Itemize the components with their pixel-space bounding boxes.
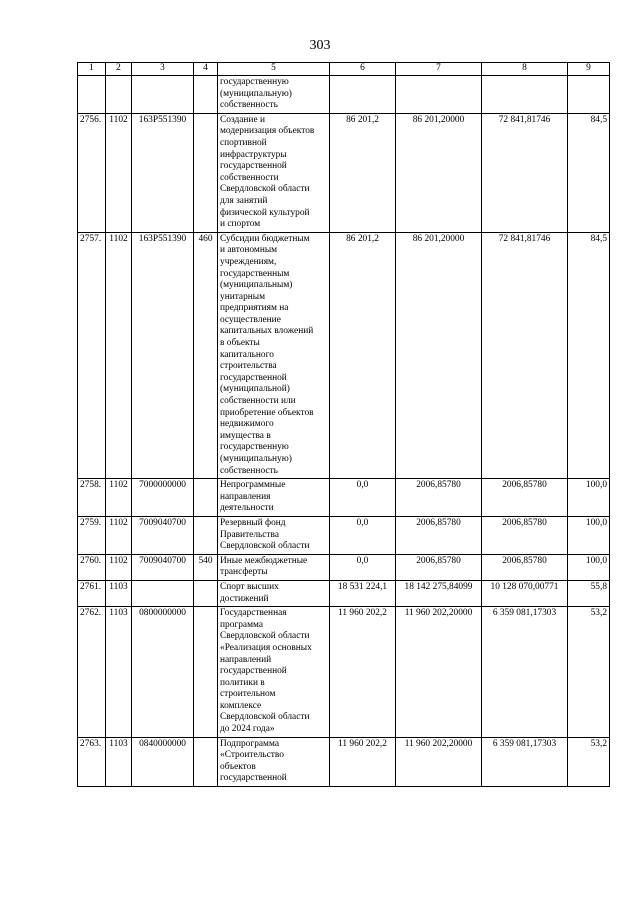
table-row (78, 479, 610, 517)
item-name-line: капитального (220, 349, 274, 360)
expense-type-code (194, 607, 218, 738)
item-name-line: приобретение объектов (220, 407, 314, 418)
executed-amount: 2006,85780 (482, 516, 568, 554)
expense-type-code: 540 (194, 554, 218, 580)
executed-amount: 72 841,81746 (482, 113, 568, 232)
column-header: 8 (482, 63, 568, 76)
table-row (78, 516, 610, 554)
refined-amount: 86 201,20000 (396, 232, 482, 478)
execution-percent (568, 76, 610, 114)
item-name-line: Создание и (220, 114, 265, 125)
row-number: 2761. (78, 580, 106, 606)
item-name-line: строительства (220, 361, 277, 372)
item-name-line: имущества в (220, 430, 271, 441)
item-name-line: государственным (220, 268, 290, 279)
item-name-line: Резервный фонд (220, 517, 286, 528)
item-name-line: Свердловской области (220, 631, 310, 642)
expense-type-code (194, 113, 218, 232)
column-header: 5 (218, 63, 330, 76)
item-name-line: Иные межбюджетные (220, 555, 308, 566)
table-row (78, 554, 610, 580)
target-article-code (132, 580, 194, 606)
execution-percent: 100,0 (568, 479, 610, 517)
expense-type-code: 460 (194, 232, 218, 478)
refined-amount: 2006,85780 (396, 554, 482, 580)
item-name-line: направлений (220, 654, 272, 665)
item-name (218, 479, 330, 517)
item-name (218, 76, 330, 114)
refined-amount: 11 960 202,20000 (396, 737, 482, 786)
item-name-line: предприятиям на (220, 303, 289, 314)
item-name-line: трансферты (220, 567, 268, 578)
execution-percent: 53,2 (568, 607, 610, 738)
row-number: 2757. (78, 232, 106, 478)
row-number: 2762. (78, 607, 106, 738)
expense-type-code (194, 737, 218, 786)
table-header-row (78, 63, 610, 76)
item-name-line: Непрограммные (220, 480, 286, 491)
executed-amount: 72 841,81746 (482, 232, 568, 478)
item-name-line: достижений (220, 593, 269, 604)
approved-amount: 0,0 (330, 554, 396, 580)
item-name-line: и автономным (220, 245, 278, 256)
item-name-line: (муниципальным) (220, 280, 293, 291)
table-row (78, 76, 610, 114)
target-article-code: 7009040700 (132, 554, 194, 580)
execution-percent: 55,8 (568, 580, 610, 606)
item-name-line: государственной (220, 666, 287, 677)
item-name-line: унитарным (220, 291, 266, 302)
item-name-line: «Реализация основных (220, 642, 312, 653)
item-name-line: «Строительство (220, 750, 284, 761)
target-article-code: 163P551390 (132, 232, 194, 478)
column-header: 7 (396, 63, 482, 76)
expense-type-code (194, 479, 218, 517)
expense-type-code (194, 580, 218, 606)
section-code: 1103 (106, 607, 132, 738)
item-name-line: комплексе (220, 700, 262, 711)
item-name-line: программа (220, 619, 264, 630)
item-name-line: учреждениям, (220, 256, 277, 267)
item-name-line: недвижимого (220, 419, 274, 430)
item-name-line: собственности или (220, 396, 296, 407)
target-article-code (132, 76, 194, 114)
approved-amount: 0,0 (330, 479, 396, 517)
item-name-line: Спорт высших (220, 581, 279, 592)
section-code: 1103 (106, 580, 132, 606)
row-number: 2760. (78, 554, 106, 580)
item-name-line: Свердловской области (220, 184, 310, 195)
item-name-line: Подпрограмма (220, 738, 280, 749)
page-number: 303 (309, 38, 331, 53)
item-name (218, 113, 330, 232)
table-row (78, 580, 610, 606)
item-name-line: государственной (220, 161, 287, 172)
item-name-line: (муниципальную) (220, 454, 292, 464)
approved-amount: 86 201,2 (330, 113, 396, 232)
item-name-line: физической культурой (220, 207, 310, 218)
budget-table (77, 62, 610, 787)
column-header: 3 (132, 63, 194, 76)
execution-percent: 53,2 (568, 737, 610, 786)
column-header: 2 (106, 63, 132, 76)
item-name-line: (муниципальной) (220, 384, 290, 395)
item-name (218, 554, 330, 580)
item-name (218, 737, 330, 786)
item-name-line: Правительства (220, 529, 279, 540)
refined-amount: 86 201,20000 (396, 113, 482, 232)
table-row (78, 607, 610, 738)
refined-amount: 2006,85780 (396, 479, 482, 517)
section-code: 1102 (106, 554, 132, 580)
item-name-line: строительном (220, 689, 276, 700)
executed-amount: 6 359 081,17303 (482, 737, 568, 786)
item-name-line: инфраструктуры (220, 149, 287, 160)
approved-amount: 86 201,2 (330, 232, 396, 478)
item-name-line: осуществление (220, 314, 281, 325)
executed-amount: 10 128 070,00771 (482, 580, 568, 606)
target-article-code: 0800000000 (132, 607, 194, 738)
executed-amount (482, 76, 568, 114)
target-article-code: 0840000000 (132, 737, 194, 786)
item-name-line: собственность (220, 465, 278, 476)
row-number: 2756. (78, 113, 106, 232)
target-article-code: 7009040700 (132, 516, 194, 554)
approved-amount (330, 76, 396, 114)
executed-amount: 2006,85780 (482, 554, 568, 580)
table-row (78, 737, 610, 786)
expense-type-code (194, 516, 218, 554)
refined-amount: 11 960 202,20000 (396, 607, 482, 738)
refined-amount: 2006,85780 (396, 516, 482, 554)
column-header: 6 (330, 63, 396, 76)
item-name (218, 232, 330, 478)
row-number: 2759. (78, 516, 106, 554)
item-name-line: (муниципальную) (220, 88, 292, 99)
item-name-line: Субсидии бюджетным (220, 233, 310, 244)
approved-amount: 11 960 202,2 (330, 737, 396, 786)
target-article-code: 7000000000 (132, 479, 194, 517)
item-name-line: государственную (220, 442, 289, 453)
column-header: 1 (78, 63, 106, 76)
item-name-line: капитальных вложений (220, 326, 314, 337)
approved-amount: 18 531 224,1 (330, 580, 396, 606)
approved-amount: 11 960 202,2 (330, 607, 396, 738)
table-row (78, 232, 610, 478)
item-name-line: политики в (220, 677, 265, 688)
section-code (106, 76, 132, 114)
execution-percent: 100,0 (568, 516, 610, 554)
item-name-line: деятельности (220, 503, 274, 514)
table-row (78, 113, 610, 232)
column-header: 4 (194, 63, 218, 76)
item-name-line: до 2024 года» (220, 724, 275, 735)
item-name-line: модернизация объектов (220, 126, 315, 137)
executed-amount: 6 359 081,17303 (482, 607, 568, 738)
row-number: 2763. (78, 737, 106, 786)
item-name-line: в объекты (220, 338, 260, 349)
item-name-line: государственную (220, 77, 289, 87)
item-name-line: направления (220, 491, 271, 502)
item-name (218, 516, 330, 554)
item-name (218, 607, 330, 738)
item-name-line: собственности (220, 172, 279, 183)
expense-type-code (194, 76, 218, 114)
column-header: 9 (568, 63, 610, 76)
item-name-line: Государственная (220, 608, 287, 619)
execution-percent: 100,0 (568, 554, 610, 580)
section-code: 1102 (106, 479, 132, 517)
section-code: 1103 (106, 737, 132, 786)
row-number: 2758. (78, 479, 106, 517)
refined-amount (396, 76, 482, 114)
section-code: 1102 (106, 113, 132, 232)
item-name-line: для занятий (220, 195, 268, 206)
item-name-line: государственной (220, 773, 287, 784)
section-code: 1102 (106, 232, 132, 478)
execution-percent: 84,5 (568, 232, 610, 478)
execution-percent: 84,5 (568, 113, 610, 232)
approved-amount: 0,0 (330, 516, 396, 554)
item-name-line: собственность (220, 100, 278, 111)
item-name-line: объектов (220, 761, 256, 772)
row-number (78, 76, 106, 114)
item-name (218, 580, 330, 606)
item-name-line: государственной (220, 372, 287, 383)
refined-amount: 18 142 275,84099 (396, 580, 482, 606)
item-name-line: Свердловской области (220, 541, 310, 552)
executed-amount: 2006,85780 (482, 479, 568, 517)
item-name-line: Свердловской области (220, 712, 310, 723)
item-name-line: и спортом (220, 219, 261, 230)
section-code: 1102 (106, 516, 132, 554)
item-name-line: спортивной (220, 137, 267, 148)
target-article-code: 163P551390 (132, 113, 194, 232)
